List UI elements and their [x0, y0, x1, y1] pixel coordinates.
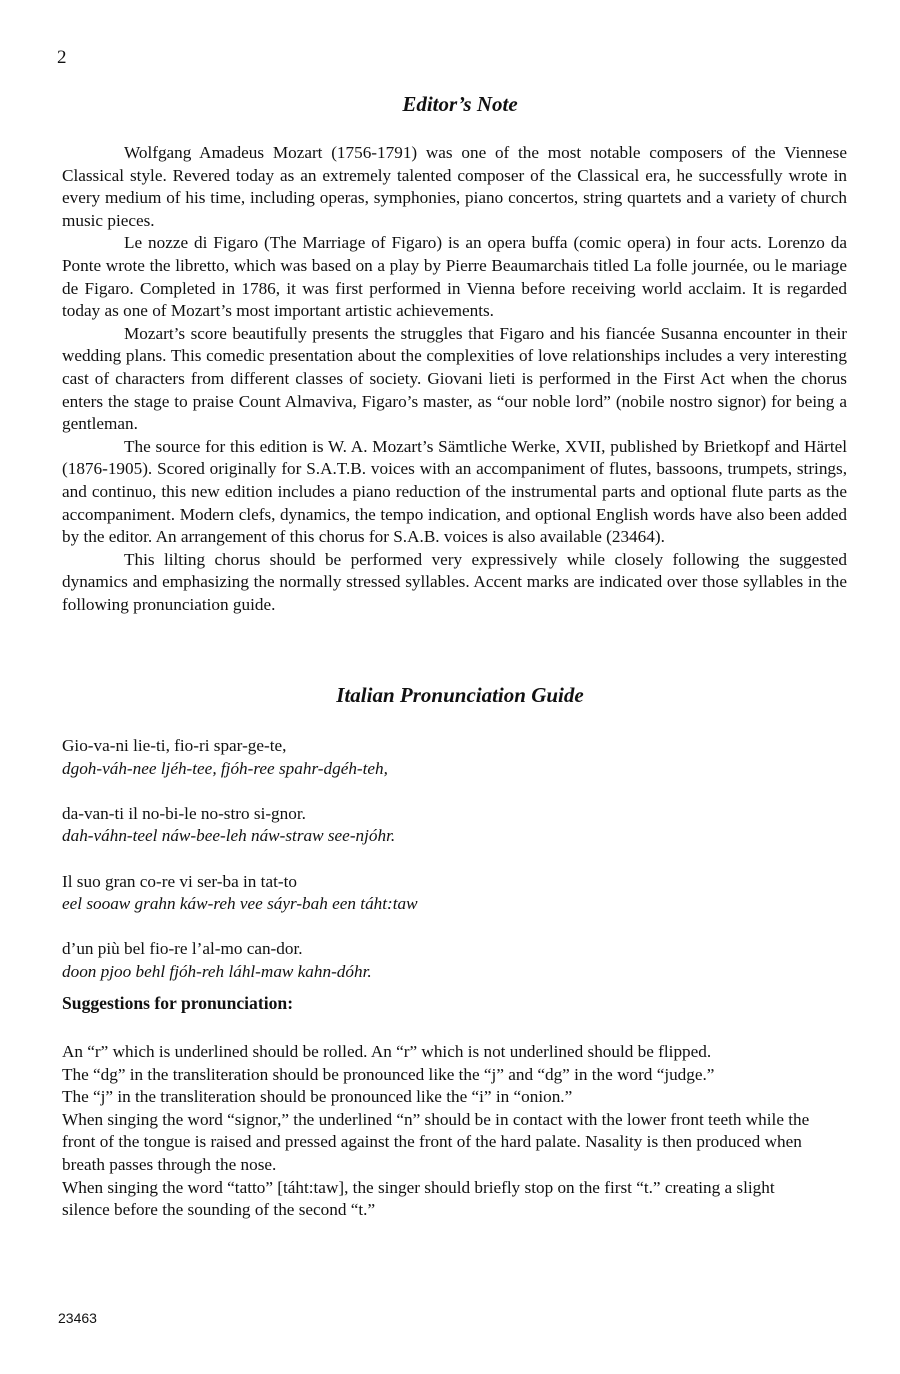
note-paragraph: Mozart’s score beautifully presents the struggles that Figaro and his fiancée Susanna encounter in their wedding plans. This comedic presentation about the complexities of love relationships includes a very interesting cast of characters from different classes of society. Giovani lieti is performed in the First Act when the chorus enters the stage to praise Count Almaviva, Figaro’s master, as “our noble lord” (nobile nostro signor) for being a gentleman. [62, 323, 847, 434]
transliteration-line: eel sooaw grahn káw-reh vee sáyr-bah een táht:taw [62, 894, 418, 914]
catalog-number: 23463 [58, 1310, 97, 1326]
pronunciation-guide [62, 735, 847, 1006]
stanza [62, 938, 847, 983]
italian-line: Il suo gran co-re vi ser-ba in tat-to [62, 871, 297, 891]
editors-note-body [62, 142, 847, 616]
transliteration-line: doon pjoo behl fjóh-reh láhl-maw kahn-dóhr. [62, 961, 372, 981]
suggestions-title: Suggestions for pronunciation: [62, 993, 294, 1013]
suggestion-line: The “j” in the transliteration should be pronounced like the “i” in “onion.” [62, 1087, 573, 1107]
suggestions-list [62, 1041, 822, 1222]
transliteration-line: dgoh-váh-nee ljéh-tee, fjóh-ree spahr-dgéh-teh, [62, 758, 388, 778]
page-number: 2 [57, 47, 67, 68]
italian-line: d’un più bel fio-re l’al-mo can-dor. [62, 939, 303, 959]
italian-line: Gio-va-ni lie-ti, fio-ri spar-ge-te, [62, 736, 287, 755]
note-paragraph: This lilting chorus should be performed very expressively while closely following the suggested dynamics and emphasizing the normally stressed syllables. Accent marks are indicated over those syllables in the following pronunciation guide. [62, 549, 847, 614]
note-paragraph: Le nozze di Figaro (The Marriage of Figaro) is an opera buffa (comic opera) in four acts. Lorenzo da Ponte wrote the libretto, which was based on a play by Pierre Beaumarchais titled La folle journée, ou le mariage de Figaro. Completed in 1786, it was first performed in Vienna before receiving world acclaim. It is regarded today as one of Mozart’s most important artistic achievements. [62, 233, 847, 321]
italian-line: da-van-ti il no-bi-le no-stro si-gnor. [62, 803, 306, 823]
suggestion-line: The “dg” in the transliteration should be pronounced like the “j” and “dg” in the word “judge.” [62, 1064, 715, 1084]
editors-note-title: Editor’s Note [402, 92, 518, 116]
suggestion-line: An “r” which is underlined should be rolled. An “r” which is not underlined should be flipped. [62, 1042, 712, 1061]
stanza [62, 735, 847, 780]
suggestion-line: When singing the word “signor,” the underlined “n” should be in contact with the lower front teeth while the front of the tongue is raised and pressed against the front of the hard palate. Nasality is then produced when breath passes through the nose. [62, 1109, 810, 1174]
note-paragraph: The source for this edition is W. A. Mozart’s Sämtliche Werke, XVII, published by Brietkopf and Härtel (1876-1905). Scored originally for S.A.T.B. voices with an accompaniment of flutes, bassoons, trumpets, strings, and continuo, this new edition includes a piano reduction of the instrumental parts and optional flute parts as the accompaniment. Modern clefs, dynamics, the tempo indication, and optional English words have also been added by the editor. An arrangement of this chorus for S.A.B. voices is also available (23464). [62, 436, 847, 547]
stanza [62, 871, 847, 916]
pronunciation-guide-title: Italian Pronunciation Guide [336, 683, 584, 707]
note-paragraph: Wolfgang Amadeus Mozart (1756-1791) was one of the most notable composers of the Viennese Classical style. Revered today as an extremely talented composer of the Classical era, he successfully wrote in every medium of his time, including operas, symphonies, piano concertos, string quartets and a variety of church music pieces. [62, 143, 847, 230]
suggestion-line: When singing the word “tatto” [táht:taw], the singer should briefly stop on the first “t.” creating a slight silence before the sounding of the second “t.” [62, 1177, 775, 1220]
stanza [62, 803, 847, 848]
transliteration-line: dah-váhn-teel náw-bee-leh náw-straw see-njóhr. [62, 826, 396, 846]
